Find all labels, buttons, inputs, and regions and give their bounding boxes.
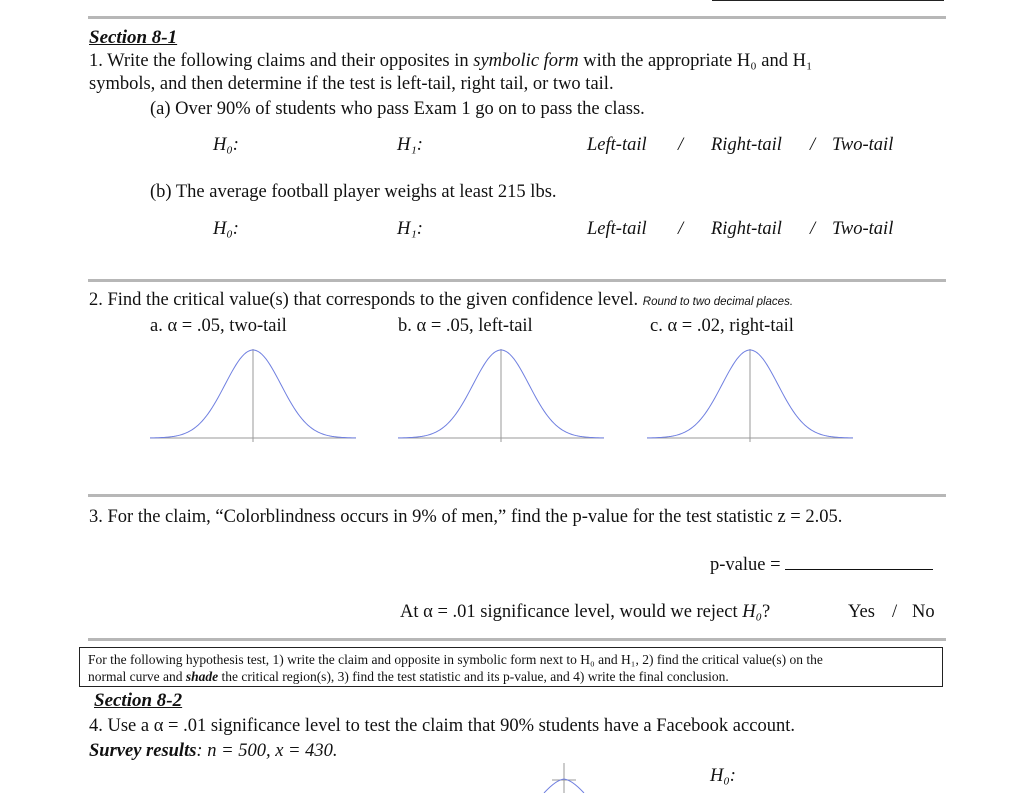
- question-2-text: 2. Find the critical value(s) that corresponds to the given confidence level. Round to two decimal places.: [89, 290, 794, 310]
- q1b-separator: /: [678, 219, 684, 239]
- instructions-line1: For the following hypothesis test, 1) write the claim and opposite in symbolic form next to H₀ and H₁, 2) find the critical value(s) on the: [88, 652, 823, 667]
- reject-question: At α = .01 significance level, would we reject H₀?: [400, 602, 771, 622]
- q1a-h1-label: H₁:: [397, 135, 423, 155]
- instructions-box: [79, 647, 943, 687]
- q4-h0-label: H₀:: [710, 766, 736, 786]
- question-1b-text: (b) The average football player weighs at least 215 lbs.: [150, 182, 557, 202]
- question-4-text: 4. Use a α = .01 significance level to test the claim that 90% students have a Facebook account.: [89, 716, 795, 736]
- section-divider: [88, 279, 946, 282]
- section-divider: [88, 638, 946, 641]
- q2b-label: b. α = .05, left-tail: [398, 316, 533, 336]
- yes-option[interactable]: Yes: [848, 602, 875, 622]
- q1b-separator: /: [810, 219, 816, 239]
- question-1-line2: symbols, and then determine if the test is left-tail, right tail, or two tail.: [89, 74, 614, 94]
- q1a-right-tail-option[interactable]: Right-tail: [711, 135, 782, 155]
- q1b-h1-label: H₁:: [397, 219, 423, 239]
- instructions-line2: normal curve and shade the critical region(s), 3) find the test statistic and its p-value, and 4) write the final conclusion.: [88, 669, 729, 684]
- section-divider-top: [88, 16, 946, 19]
- q2c-label: c. α = .02, right-tail: [650, 316, 794, 336]
- q1a-h0-label: H₀:: [213, 135, 239, 155]
- answer-line-top: [712, 0, 944, 1]
- normal-curve-c[interactable]: [647, 345, 853, 445]
- q2a-label: a. α = .05, two-tail: [150, 316, 287, 336]
- normal-curve-a[interactable]: [150, 345, 356, 445]
- q1a-separator: /: [678, 135, 684, 155]
- section-title-8-1: Section 8-1: [89, 27, 178, 48]
- section-title-8-2: Section 8-2: [94, 690, 183, 711]
- q1a-left-tail-option[interactable]: Left-tail: [587, 135, 647, 155]
- pvalue-answer-line[interactable]: [785, 553, 933, 570]
- pvalue-label: p-value =: [710, 553, 933, 576]
- q1b-left-tail-option[interactable]: Left-tail: [587, 219, 647, 239]
- survey-results: Survey results: n = 500, x = 430.: [89, 741, 338, 761]
- q1a-two-tail-option[interactable]: Two-tail: [832, 135, 894, 155]
- q1b-right-tail-option[interactable]: Right-tail: [711, 219, 782, 239]
- no-option[interactable]: No: [912, 602, 935, 622]
- normal-curve-q4[interactable]: [540, 760, 590, 793]
- question-1-line1: 1. Write the following claims and their opposites in symbolic form with the appropriate H₀ and H₁: [89, 51, 813, 71]
- q1b-h0-label: H₀:: [213, 219, 239, 239]
- question-3-text: 3. For the claim, “Colorblindness occurs in 9% of men,” find the p-value for the test statistic z = 2.05.: [89, 507, 843, 527]
- yes-no-separator: /: [892, 602, 898, 622]
- rounding-note: Round to two decimal places.: [642, 296, 794, 308]
- normal-curve-b[interactable]: [398, 345, 604, 445]
- question-1a-text: (a) Over 90% of students who pass Exam 1 go on to pass the class.: [150, 99, 645, 119]
- q1b-two-tail-option[interactable]: Two-tail: [832, 219, 894, 239]
- section-divider: [88, 494, 946, 497]
- q1a-separator: /: [810, 135, 816, 155]
